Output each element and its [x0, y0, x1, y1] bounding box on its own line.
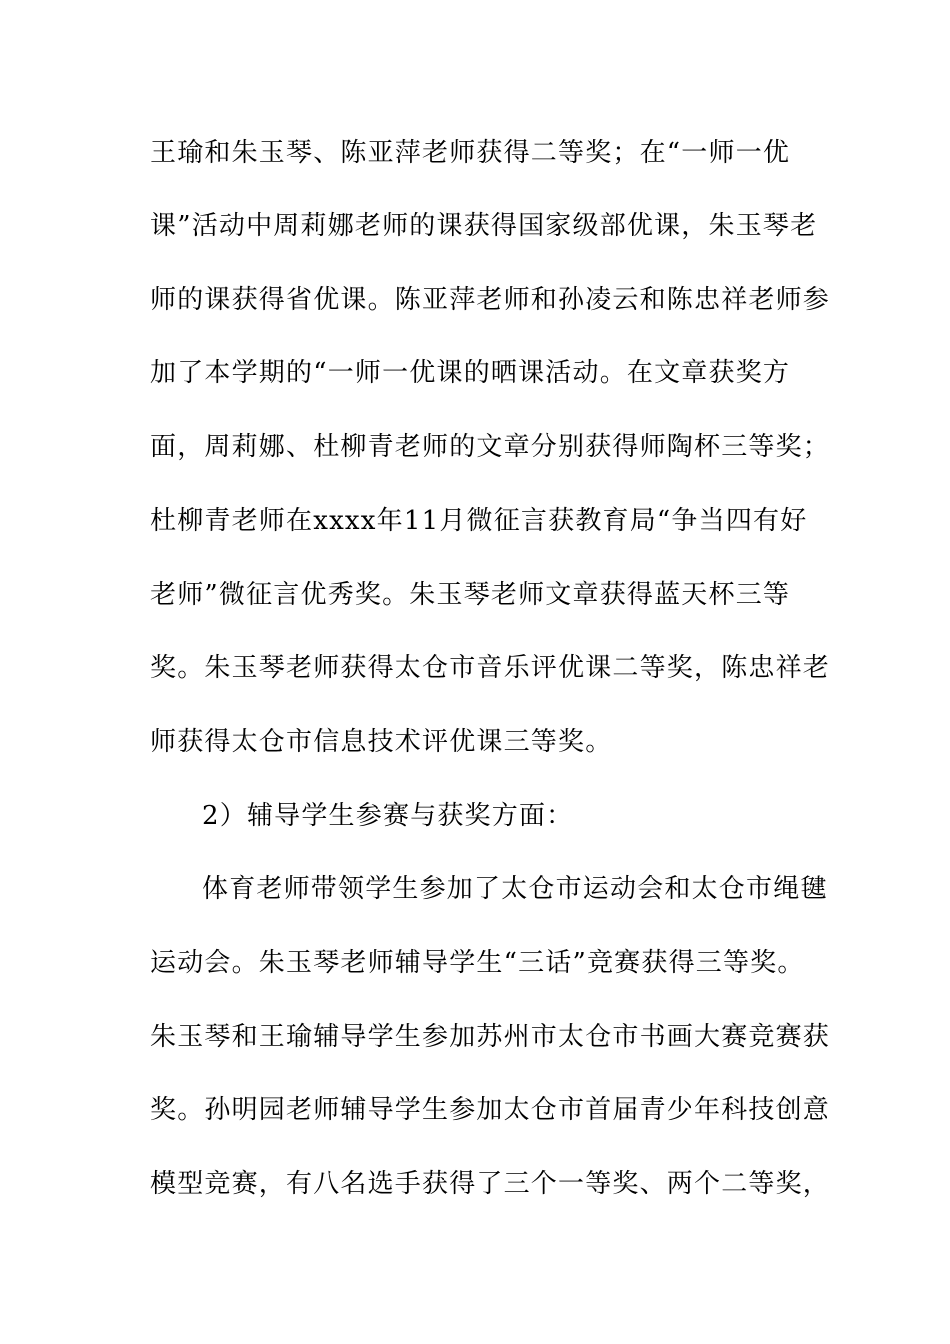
text-line-2: 课”活动中周莉娜老师的课获得国家级部优课，朱玉琴老 — [150, 211, 818, 241]
text-line-4: 加了本学期的“一师一优课的晒课活动。在文章获奖方 — [150, 358, 791, 388]
text-line-8: 奖。朱玉琴老师获得太仓市音乐评优课二等奖，陈忠祥老 — [150, 653, 831, 683]
text-line-15: 模型竞赛，有八名选手获得了三个一等奖、两个二等奖， — [150, 1169, 831, 1199]
text-line-14: 奖。孙明园老师辅导学生参加太仓市首届青少年科技创意 — [150, 1095, 831, 1125]
text-line-1: 王瑜和朱玉琴、陈亚萍老师获得二等奖；在“一师一优 — [150, 138, 791, 168]
text-line-7: 老师”微征言优秀奖。朱玉琴老师文章获得蓝天杯三等 — [150, 580, 791, 610]
text-line-11: 体育老师带领学生参加了太仓市运动会和太仓市绳毽 — [202, 874, 828, 904]
text-line-3: 师的课获得省优课。陈亚萍老师和孙凌云和陈忠祥老师参 — [150, 285, 831, 315]
text-line-13: 朱玉琴和王瑜辅导学生参加苏州市太仓市书画大赛竞赛获 — [150, 1022, 831, 1052]
text-line-5: 面，周莉娜、杜柳青老师的文章分别获得师陶杯三等奖； — [150, 432, 831, 462]
text-line-9: 师获得太仓市信息技术评优课三等奖。 — [150, 727, 613, 757]
text-line-6: 杜柳青老师在xxxx年11月微征言获教育局“争当四有好 — [150, 506, 808, 536]
text-line-12: 运动会。朱玉琴老师辅导学生“三话”竞赛获得三等奖。 — [150, 948, 805, 978]
section-heading: 2）辅导学生参赛与获奖方面： — [202, 801, 574, 831]
